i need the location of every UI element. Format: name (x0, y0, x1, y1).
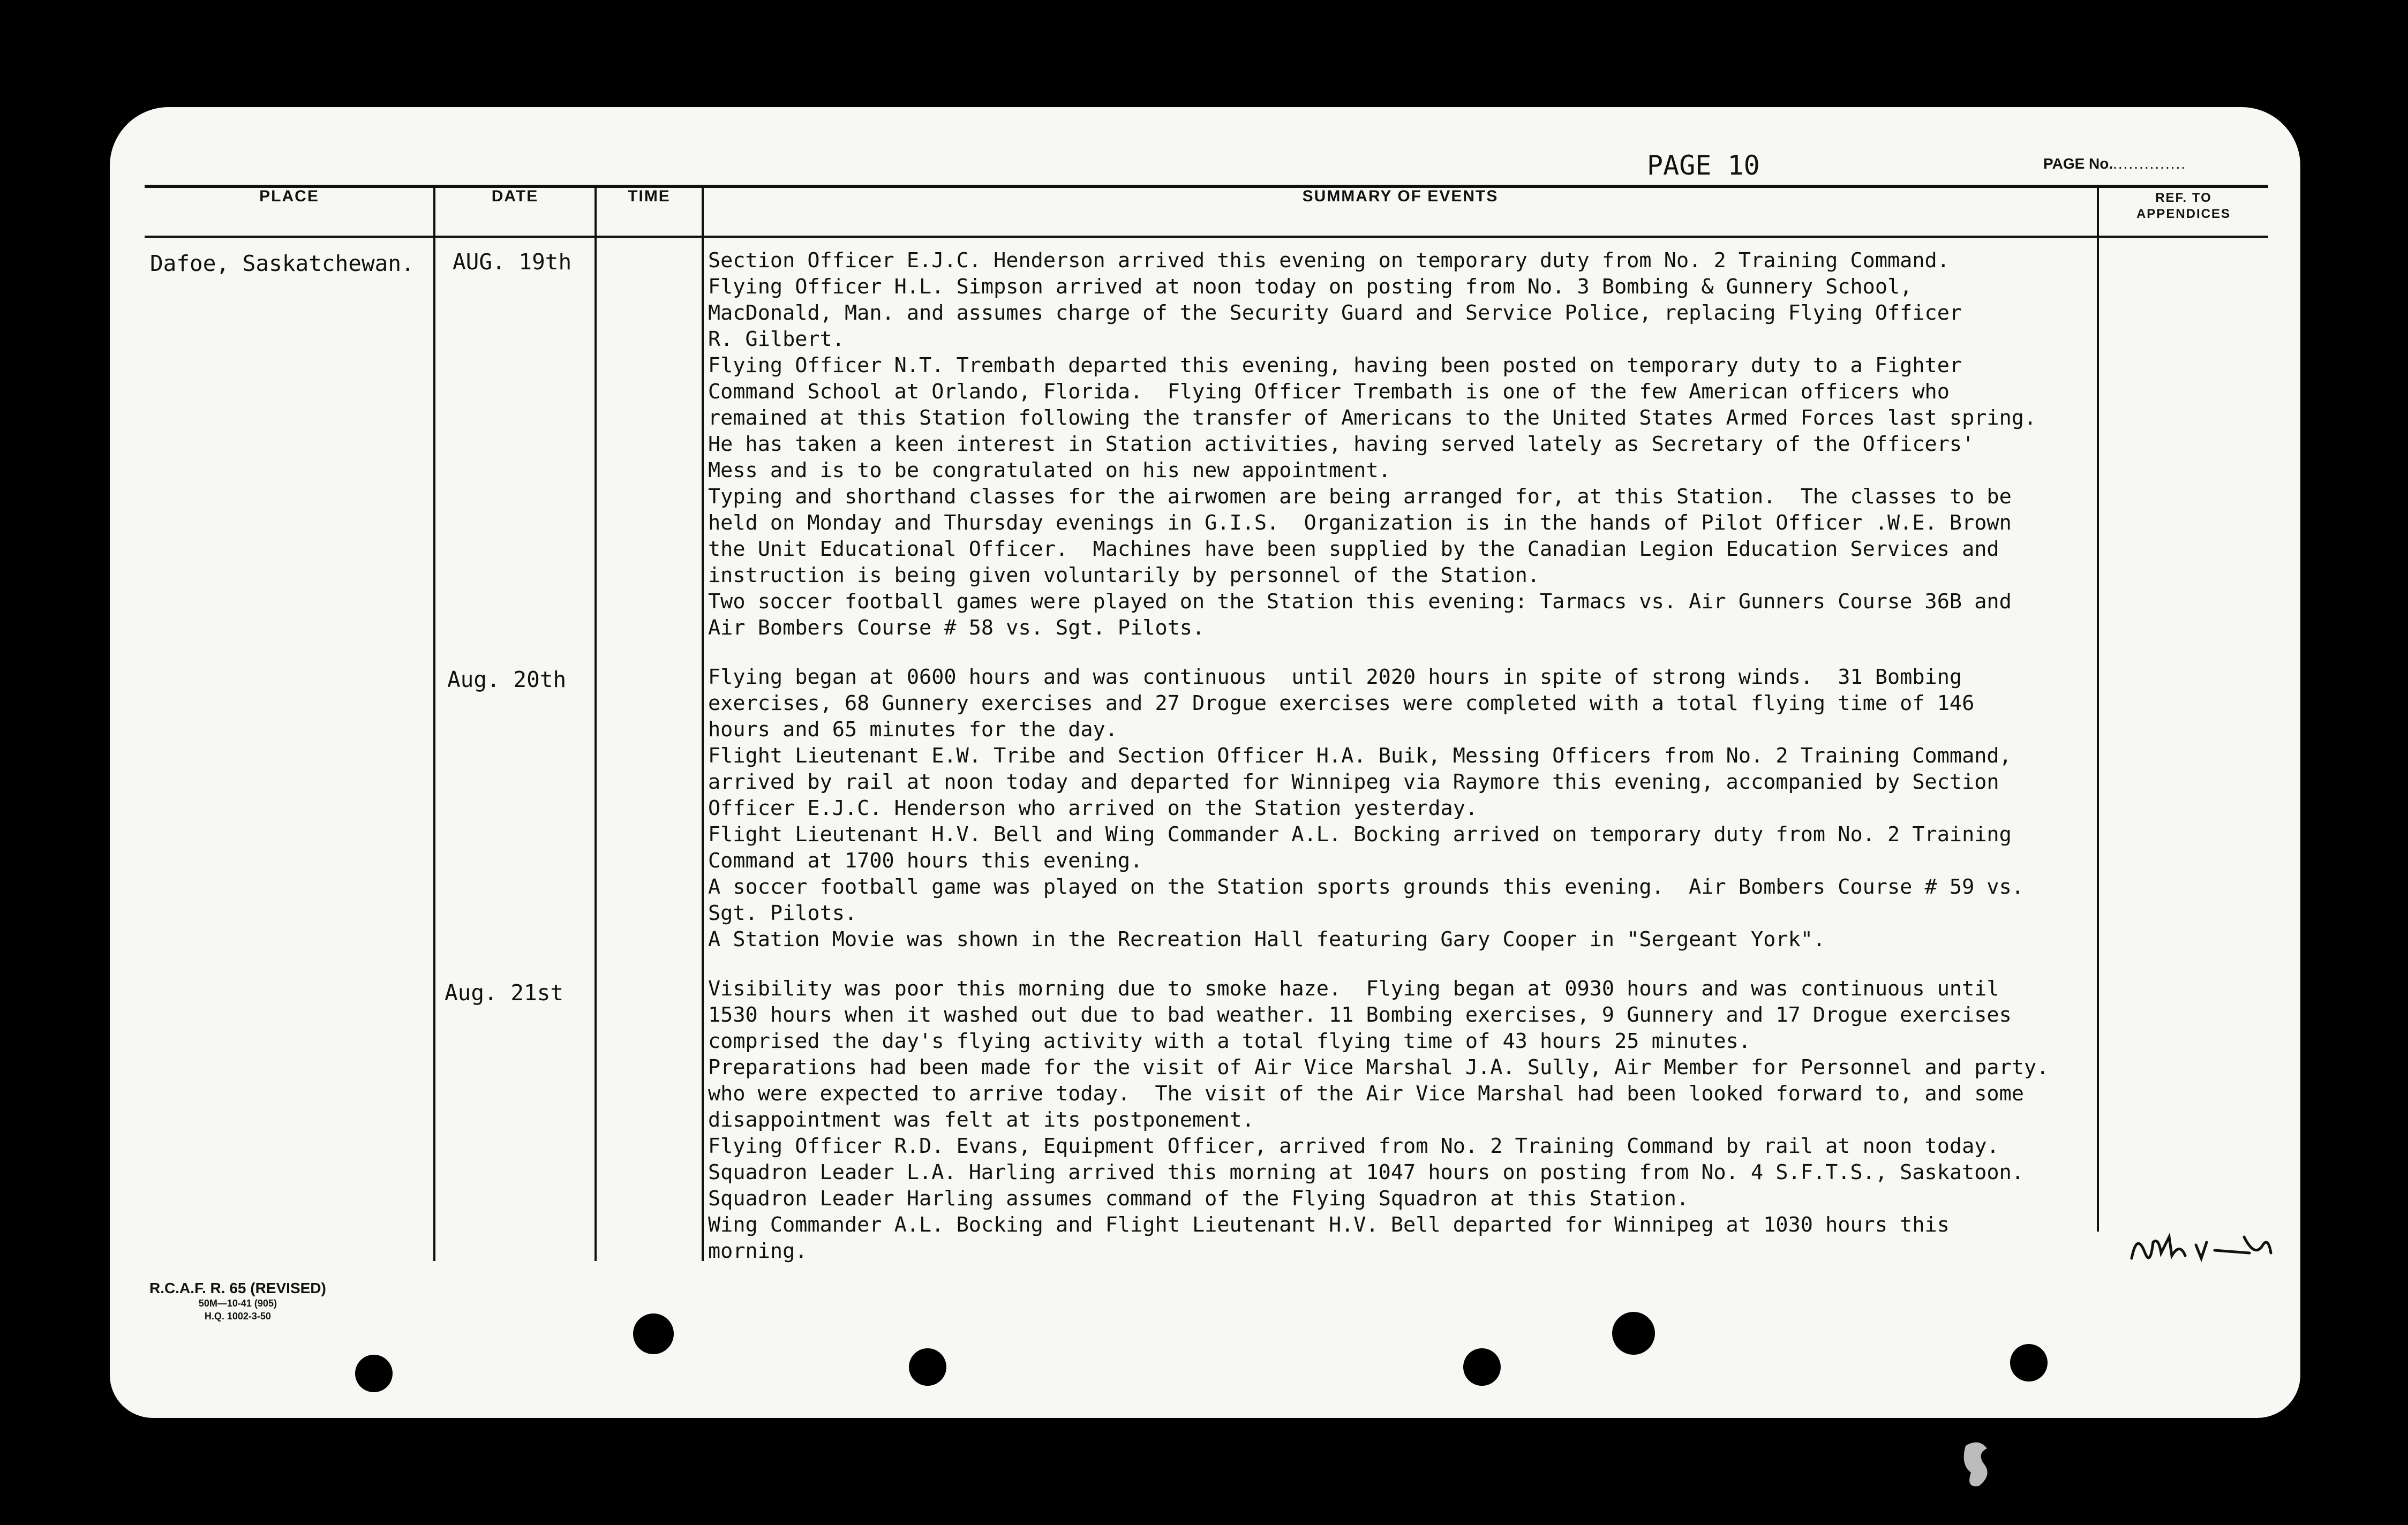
entry-summary: Section Officer E.J.C. Henderson arrived this evening on temporary duty from No. 2 Training Command. Flying Officer H.L. Simpson arrived at noon today on posting from No. 3 Bombing & Gunnery School, MacDonald, Man. and assumes charge of the Security Guard and Service Police, replacing Flying Officer R. Gilbert. Flying Officer N.T. Trembath departed this evening, having been posted on temporary duty to a Fighter Command School at Orlando, Florida. Flying Officer Trembath is one of the few American officers who remained at this Station following the transfer of Americans to the United States Armed Forces last spring. He has taken a keen interest in Station activities, having served lately as Secretary of the Officers' Mess and is to be congratulated on his new appointment. Typing and shorthand classes for the airwomen are being arranged for, at this Station. The classes to be held on Monday and Thursday evenings in G.I.S. Organization is in the hands of Pilot Officer .W.E. Brown the Unit Educational Officer. Machines have been supplied by the Canadian Legion Education Services and instruction is being given voluntarily by personnel of the Station. Two soccer football games were played on the Station this evening: Tarmacs vs. Air Gunners Course 36B and Air Bombers Course # 58 vs. Sgt. Pilots. (708, 248, 2037, 640)
column-divider-summary (2097, 185, 2099, 1232)
entry-date: Aug. 21st (445, 980, 564, 1006)
punch-hole (633, 1313, 674, 1354)
punch-hole (909, 1348, 946, 1386)
header-ref-appendices: REF. TO APPENDICES (2136, 191, 2231, 221)
header-place: PLACE (259, 187, 319, 205)
header-date: DATE (491, 187, 539, 205)
entry-date: AUG. 19th (453, 249, 572, 275)
punch-hole (1463, 1348, 1501, 1386)
entry-date: Aug. 20th (447, 667, 567, 692)
page-no-field (2043, 155, 2186, 172)
column-divider-place (433, 185, 435, 1261)
header-summary: SUMMARY OF EVENTS (1302, 187, 1499, 205)
punch-hole (1612, 1312, 1655, 1355)
column-divider-date (595, 185, 597, 1261)
signature-initials (2121, 1221, 2282, 1274)
page-no-dots: .............. (2113, 155, 2187, 172)
film-smudge (1955, 1435, 2003, 1494)
entry-summary: Visibility was poor this morning due to smoke haze. Flying began at 0930 hours and was continuous until 1530 hours when it washed out due to bad weather. 11 Bombing exercises, 9 Gunnery and 17 Drogue exercises comprised the day's flying activity with a total flying time of 43 hours 25 minutes. Preparations had been made for the visit of Air Vice Marshal J.A. Sully, Air Member for Personnel and party. who were expected to arrive today. The visit of the Air Vice Marshal had been looked forward to, and some disappointment was felt at its postponement. Flying Officer R.D. Evans, Equipment Officer, arrived from No. 2 Training Command by rail at noon today. Squadron Leader L.A. Harling arrived this morning at 1047 hours on posting from No. 4 S.F.T.S., Saskatoon. Squadron Leader Harling assumes command of the Flying Squadron at this Station. Wing Commander A.L. Bocking and Flight Lieutenant H.V. Bell departed for Winnipeg at 1030 hours this morning. (708, 977, 2049, 1263)
page-no-label: PAGE No. (2043, 155, 2113, 172)
punch-hole (2010, 1344, 2048, 1381)
entry-place: Dafoe, Saskatchewan. (150, 251, 415, 276)
header-rule (145, 236, 2268, 238)
entry-summary: Flying began at 0600 hours and was continuous until 2020 hours in spite of strong winds. 31 Bombing exercises, 68 Gunnery exercises and 27 Drogue exercises were completed with a total flying time of 146 hours and 65 minutes for the day. Flight Lieutenant E.W. Tribe and Section Officer H.A. Buik, Messing Officers from No. 2 Training Command, arrived by rail at noon today and departed for Winnipeg via Raymore this evening, accompanied by Section Officer E.J.C. Henderson who arrived on the Station yesterday. Flight Lieutenant H.V. Bell and Wing Commander A.L. Bocking arrived on temporary duty from No. 2 Training Command at 1700 hours this evening. A soccer football game was played on the Station sports grounds this evening. Air Bombers Course # 59 vs. Sgt. Pilots. A Station Movie was shown in the Recreation Hall featuring Gary Cooper in "Sergeant York". (708, 665, 2024, 952)
form-number: R.C.A.F. R. 65 (REVISED) 50M—10-41 (905) H.Q. 1002-3-50 (149, 1280, 326, 1322)
page-number: PAGE 10 (1647, 150, 1760, 181)
column-divider-time (702, 185, 704, 1261)
punch-hole (355, 1355, 393, 1392)
header-time: TIME (628, 187, 671, 205)
diary-page (110, 107, 2300, 1418)
